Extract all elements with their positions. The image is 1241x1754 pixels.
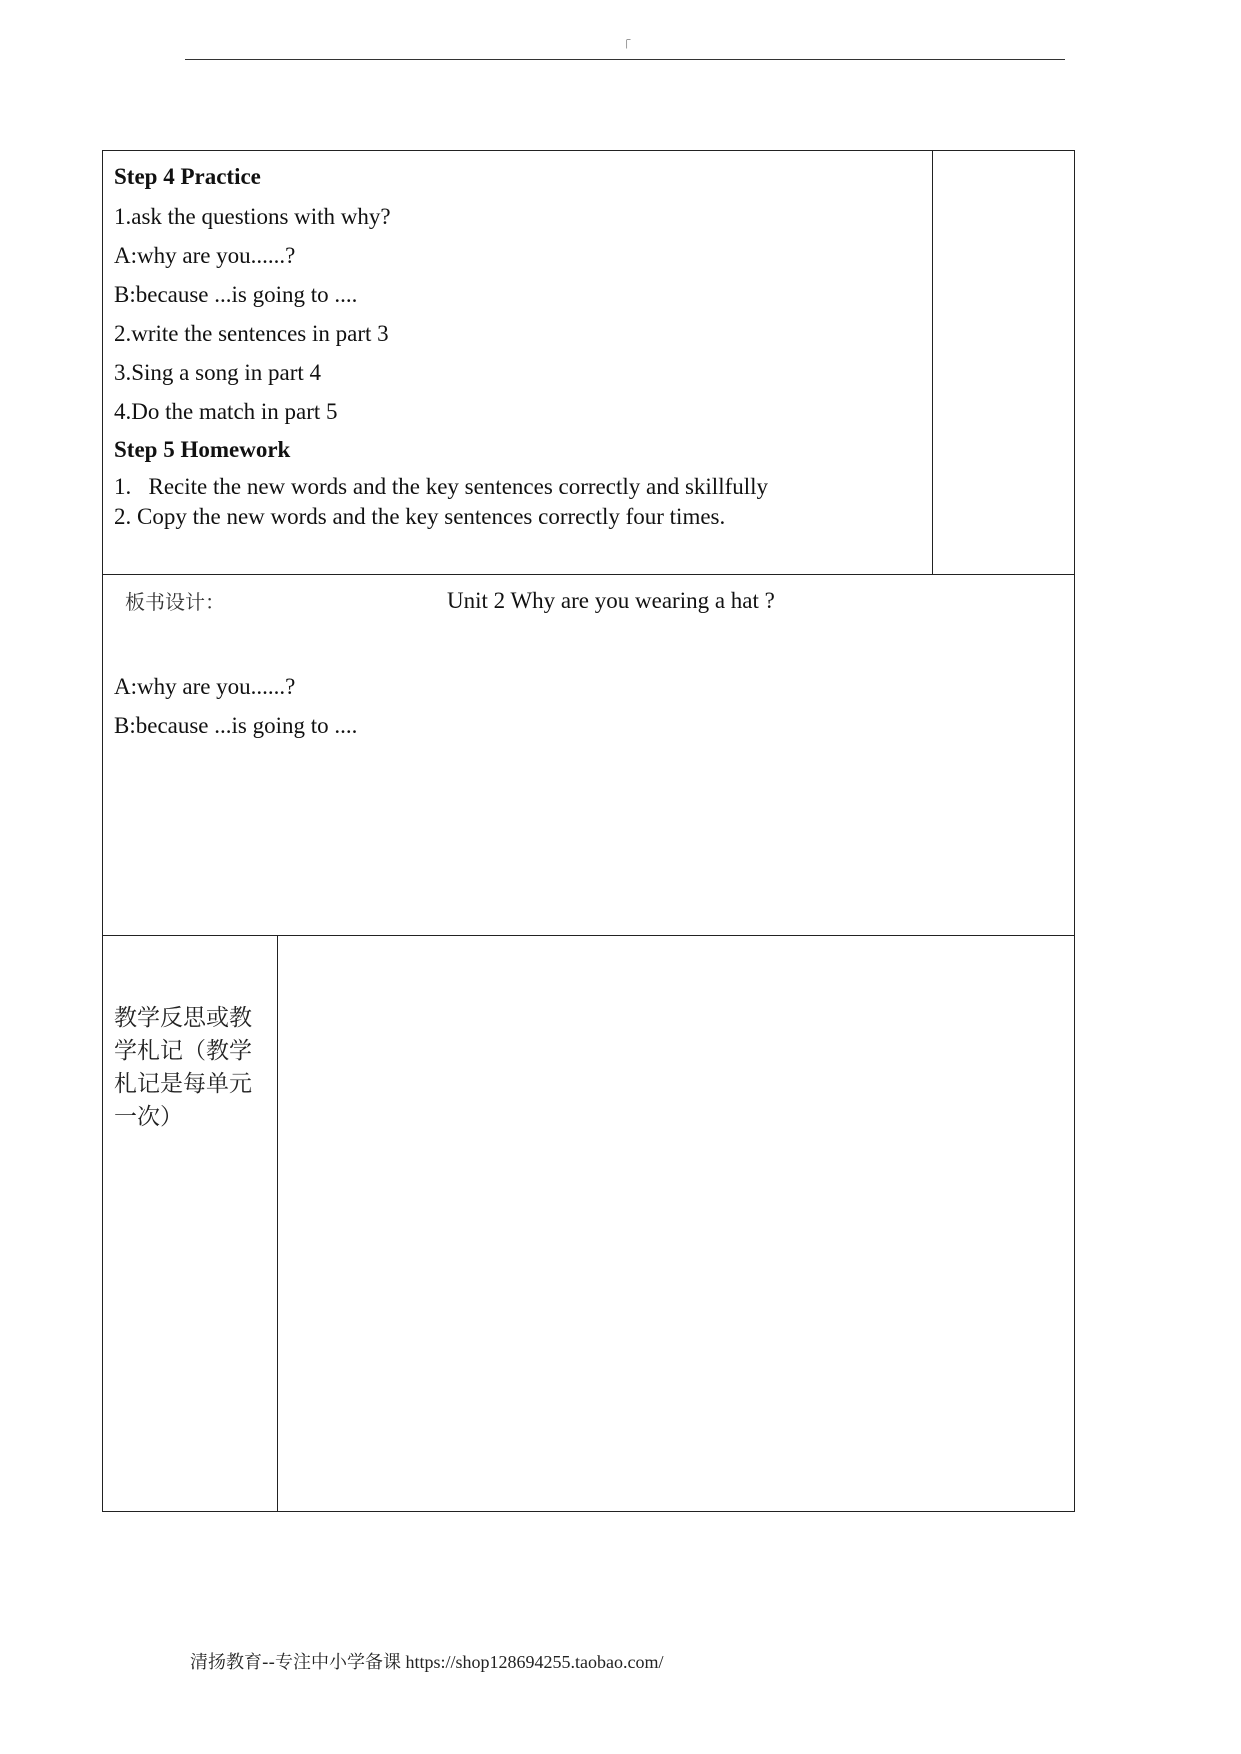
- step4-item: 2.write the sentences in part 3: [114, 321, 389, 346]
- footer-url[interactable]: https://shop128694255.taobao.com/: [405, 1652, 664, 1672]
- board-design-title: Unit 2 Why are you wearing a hat ?: [447, 588, 775, 613]
- reflection-label: 教学反思或教学札记（教学札记是每单元一次）: [114, 1005, 252, 1130]
- step4-item: B:because ...is going to ....: [114, 282, 358, 307]
- board-design-label: 板书设计：: [125, 590, 225, 614]
- reflection-body-cell: [277, 935, 1075, 1512]
- lesson-notes-cell: [932, 150, 1075, 575]
- board-design-cell: [102, 574, 1075, 936]
- board-line: A:why are you......?: [114, 674, 296, 699]
- lesson-steps-cell: [102, 150, 933, 575]
- step4-item: 1.ask the questions with why?: [114, 204, 391, 229]
- step4-item: 3.Sing a song in part 4: [114, 360, 321, 385]
- step5-item: 1. Recite the new words and the key sentences correctly and skillfully: [114, 474, 769, 499]
- step4-item: 4.Do the match in part 5: [114, 399, 338, 424]
- footer-brand: 清扬教育--专注中小学备课: [190, 1652, 401, 1673]
- board-line: B:because ...is going to ....: [114, 713, 358, 738]
- footer: [190, 1650, 664, 1675]
- header-mark: 「: [618, 39, 632, 54]
- step4-title: Step 4 Practice: [114, 164, 261, 189]
- step4-item: A:why are you......?: [114, 243, 296, 268]
- step5-title: Step 5 Homework: [114, 437, 291, 462]
- step5-item: 2. Copy the new words and the key sentences correctly four times.: [114, 504, 726, 529]
- reflection-label-cell: [102, 935, 278, 1512]
- header-rule: [185, 59, 1065, 60]
